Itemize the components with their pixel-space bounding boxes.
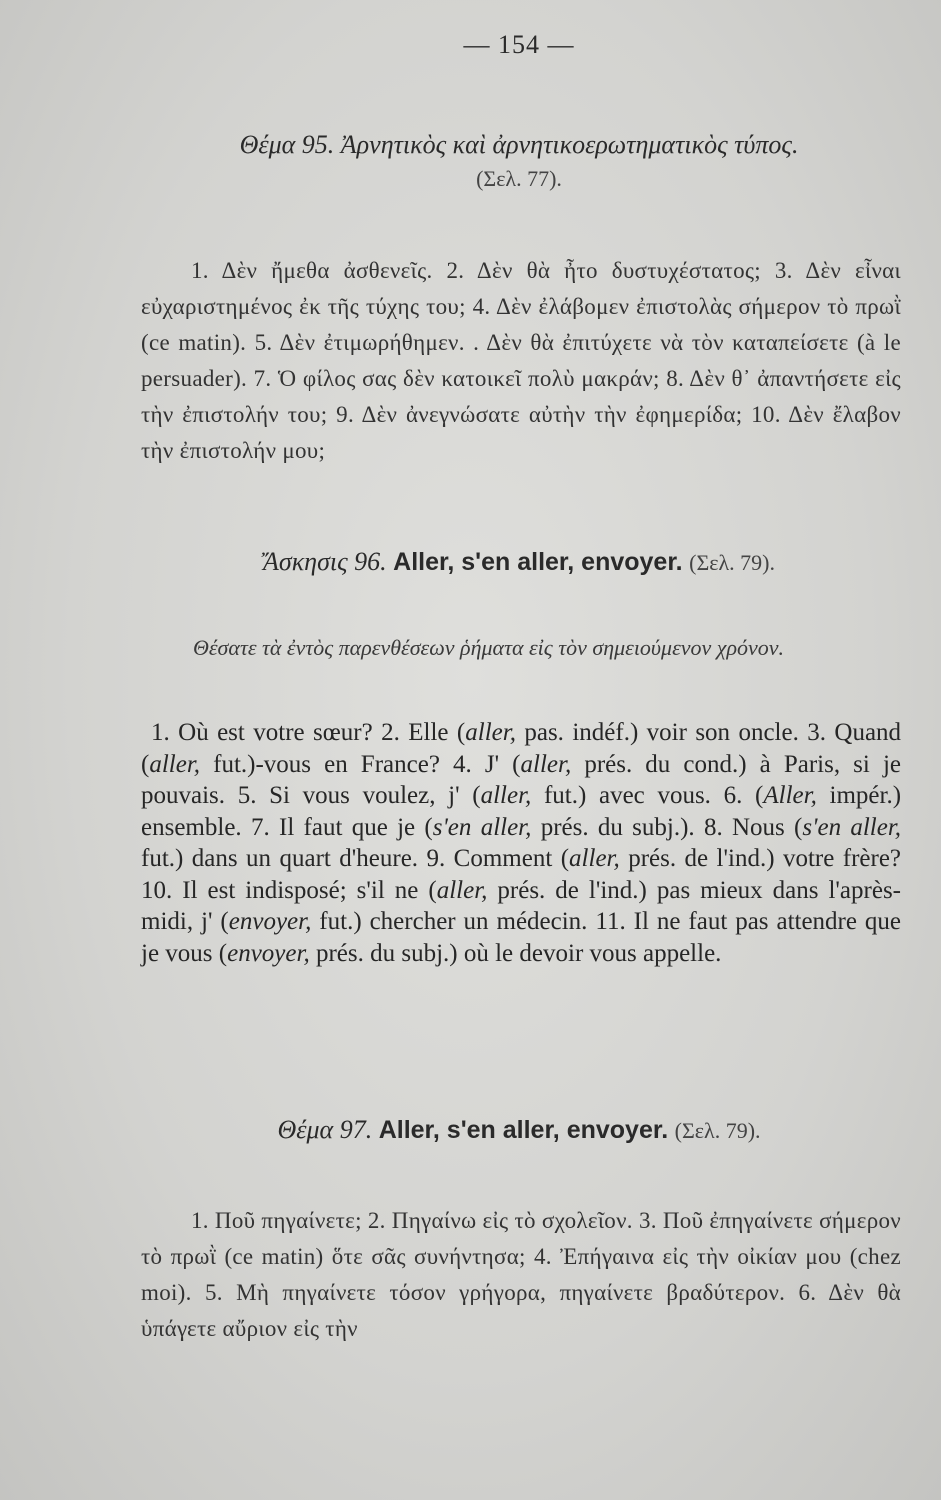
- page-number: — 154 —: [463, 30, 575, 59]
- list-item: 3. Δὲν εἶναι εὐχαριστημένος ἐκ τῆς τύχης του;: [141, 258, 901, 319]
- list-item: 7. Il faut que je (s'en aller, prés. du subj.).: [250, 813, 695, 841]
- section-97-title: Aller, s'en aller, envoyer.: [378, 1116, 669, 1144]
- list-item: 2. Δὲν θὰ ἦτο δυστυχέστατος;: [446, 258, 761, 283]
- section-97-label: Θέμα 97.: [277, 1115, 373, 1144]
- list-item: 1. Où est votre sœur?: [151, 719, 373, 746]
- section-96-label: Ἄσκησις 96.: [262, 547, 387, 576]
- section-95-title: Ἀρνητικὸς καὶ ἀρνητικοερωτηματικὸς τύπος.: [340, 130, 799, 159]
- list-item: 10. Il est indisposé; s'il ne (aller, prés. de l'ind.) pas mieux dans l'après-midi, j' (envoyer, fut.) chercher un médecin.: [141, 876, 901, 935]
- list-item: 11. Il ne faut pas attendre que je vous (envoyer, prés. du subj.) où le devoir vous appelle.: [141, 908, 902, 967]
- section-96-title: Aller, s'en aller, envoyer.: [393, 548, 683, 576]
- section-97-ref: (Σελ. 79).: [674, 1118, 761, 1143]
- section-95-label: Θέμα 95.: [239, 130, 335, 159]
- list-item: 1. Δὲν ἤμεθα ἀσθενεῖς.: [191, 258, 433, 283]
- section-96-instruction: Θέσατε τὰ ἐντὸς παρενθέσεων ῥήματα εἰς τὸν σημειούμενον χρόνον.: [193, 635, 785, 660]
- list-item: 10. Δὲν ἔλαβον τὴν ἐπιστολήν μου;: [141, 402, 901, 463]
- section-96-body: [141, 717, 901, 969]
- list-item: 9. Δὲν ἀνεγνώσατε αὐτὴν τὴν ἐφημερίδα;: [336, 402, 743, 427]
- list-item: 3. Quand (aller, fut.)-vous en France?: [141, 719, 902, 778]
- section-95-heading: [133, 128, 905, 196]
- list-item: 3. Ποῦ ἐπηγαίνετε σήμερον τὸ πρωῒ (ce matin) ὅτε σᾶς συνήντησα;: [141, 1208, 901, 1269]
- section-95-ref: (Σελ. 77).: [476, 166, 562, 191]
- section-97-heading: [133, 1113, 905, 1148]
- list-item: 5. Δὲν ἐτιμωρήθημεν.: [254, 330, 465, 355]
- list-item: 4. Δὲν ἐλάβομεν ἐπιστολὰς σήμερον τὸ πρωῒ (ce matin).: [141, 294, 901, 355]
- list-item: 6. Δὲν θὰ ὑπάγετε αὔριον εἰς τὴν: [141, 1280, 901, 1341]
- list-item: 4. J' (aller, prés. du cond.) à Paris, si je pouvais.: [141, 750, 901, 809]
- list-item: . Δὲν θὰ ἐπιτύχετε νὰ τὸν καταπείσετε (à le persuader).: [141, 330, 901, 391]
- section-96-heading: [133, 545, 905, 580]
- section-95-body: [141, 253, 901, 469]
- list-item: 2. Πηγαίνω εἰς τὸ σχολεῖον.: [367, 1208, 633, 1233]
- list-item: 9. Comment (aller, prés. de l'ind.) votre frère?: [426, 845, 902, 872]
- section-96-ref: (Σελ. 79).: [689, 550, 775, 575]
- list-item: 5. Si vous voulez, j' (aller, fut.) avec vous.: [237, 782, 711, 809]
- list-item: 7. Ὁ φίλος σας δὲν κατοικεῖ πολὺ μακράν;: [253, 366, 660, 391]
- list-item: 1. Ποῦ πηγαίνετε;: [191, 1208, 362, 1233]
- list-item: 8. Nous (s'en aller, fut.) dans un quart d'heure.: [141, 813, 902, 872]
- list-item: 6. (Aller, impér.) ensemble.: [141, 782, 902, 841]
- section-97-body: [141, 1203, 901, 1347]
- list-item: 5. Μὴ πηγαίνετε τόσον γρήγορα, πηγαίνετε βραδύτερον.: [204, 1280, 786, 1305]
- list-item: 8. Δὲν θ᾽ ἀπαντήσετε εἰς τὴν ἐπιστολήν του;: [141, 366, 901, 427]
- list-item: 2. Elle (aller, pas. indéf.) voir son oncle.: [381, 719, 799, 746]
- list-item: 4. Ἐπήγαινα εἰς τὴν οἰκίαν μου (chez moi).: [141, 1244, 901, 1305]
